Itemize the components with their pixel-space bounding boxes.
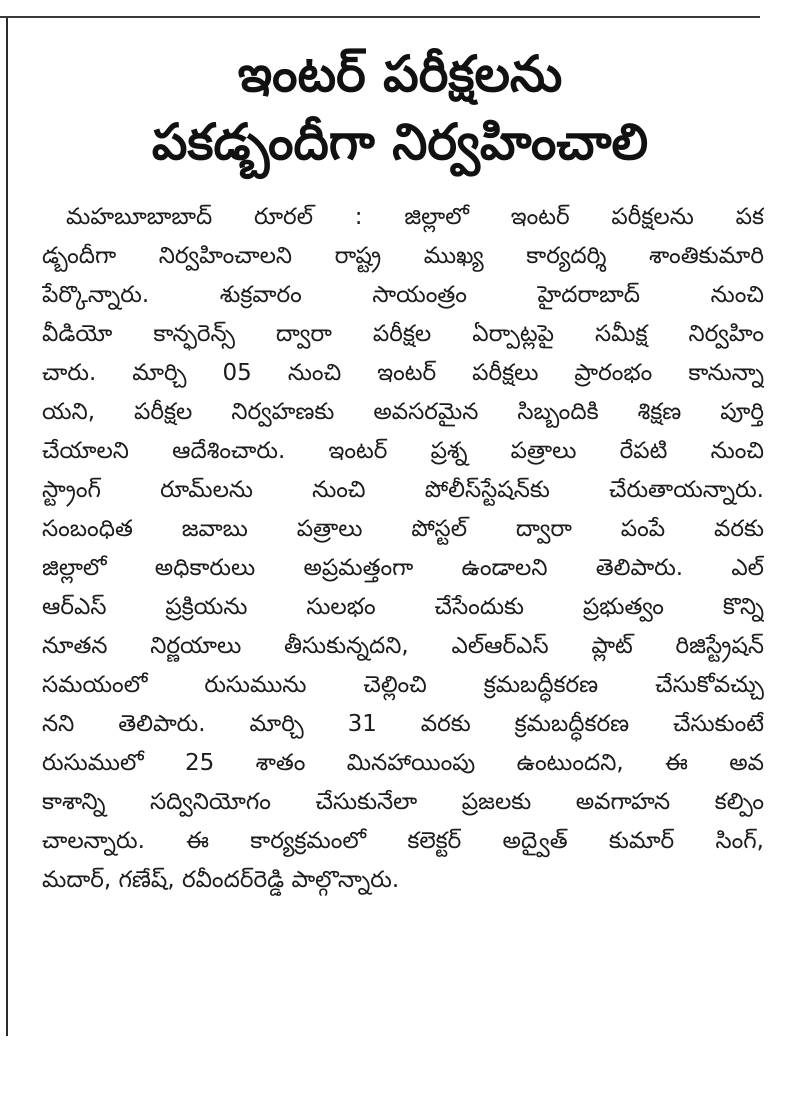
article-body <box>42 198 764 900</box>
article-line: చేయాలని ఆదేశించారు. ఇంటర్ ప్రశ్న పత్రాలు రేపటి నుంచి <box>42 438 764 464</box>
headline-line-2: పకడ్బందీగా నిర్వహించాలి <box>151 113 649 171</box>
headline <box>40 40 760 176</box>
column-divider <box>6 18 8 1036</box>
article-line: చారు. మార్చి 05 నుంచి ఇంటర్ పరీక్షలు ప్రారంభం కానున్నా <box>42 360 764 386</box>
article-line: పేర్కొన్నారు. శుక్రవారం సాయంత్రం హైదరాబాద్ నుంచి <box>42 282 764 308</box>
article-line: మదార్, గణేష్, రవీందర్‌రెడ్డి పాల్గొన్నారు. <box>42 867 400 893</box>
article-line: నూతన నిర్ణయాలు తీసుకున్నదని, ఎల్ఆర్ఎస్ ప్లాట్ రిజిస్ట్రేషన్ <box>42 633 764 659</box>
article-line: నని తెలిపారు. మార్చి 31 వరకు క్రమబద్ధీకరణ చేసుకుంటే <box>42 711 764 737</box>
article-line: చాలన్నారు. ఈ కార్యక్రమంలో కలెక్టర్ అద్వైత్ కుమార్ సింగ్, <box>42 828 764 854</box>
article-line: యని, పరీక్షల నిర్వహణకు అవసరమైన సిబ్బందికి శిక్షణ పూర్తి <box>42 399 764 425</box>
article-line: స్ట్రాంగ్ రూమ్‌లను నుంచి పోలీస్‌స్టేషన్‌కు చేరుతాయన్నారు. <box>42 477 764 503</box>
headline-line-1: ఇంటర్ పరీక్షలను <box>237 45 563 103</box>
article-line: జిల్లాలో అధికారులు అప్రమత్తంగా ఉండాలని తెలిపారు. ఎల్ <box>42 555 764 581</box>
top-rule <box>0 0 760 18</box>
article-line: రుసుములో 25 శాతం మినహాయింపు ఉంటుందని, ఈ అవ <box>42 750 764 776</box>
article-line: మహబూబాబాద్ రూరల్ : జిల్లాలో ఇంటర్ పరీక్షలను పక <box>66 204 764 230</box>
article-line: సమయంలో రుసుమును చెల్లించి క్రమబద్ధీకరణ చేసుకోవచ్చు <box>42 672 764 698</box>
article-line: వీడియో కాన్ఫరెన్స్ ద్వారా పరీక్షల ఏర్పాట్లపై సమీక్ష నిర్వహిం <box>42 321 764 347</box>
article-line: ఆర్ఎస్ ప్రక్రియను సులభం చేసేందుకు ప్రభుత్వం కొన్ని <box>42 594 764 620</box>
article-line: సంబంధిత జవాబు పత్రాలు పోస్టల్ ద్వారా పంపే వరకు <box>42 516 764 542</box>
article-line: డ్బందీగా నిర్వహించాలని రాష్ట్ర ముఖ్య కార్యదర్శి శాంతికుమారి <box>42 243 764 269</box>
article-line: కాశాన్ని సద్వినియోగం చేసుకునేలా ప్రజలకు అవగాహన కల్పిం <box>42 789 764 815</box>
